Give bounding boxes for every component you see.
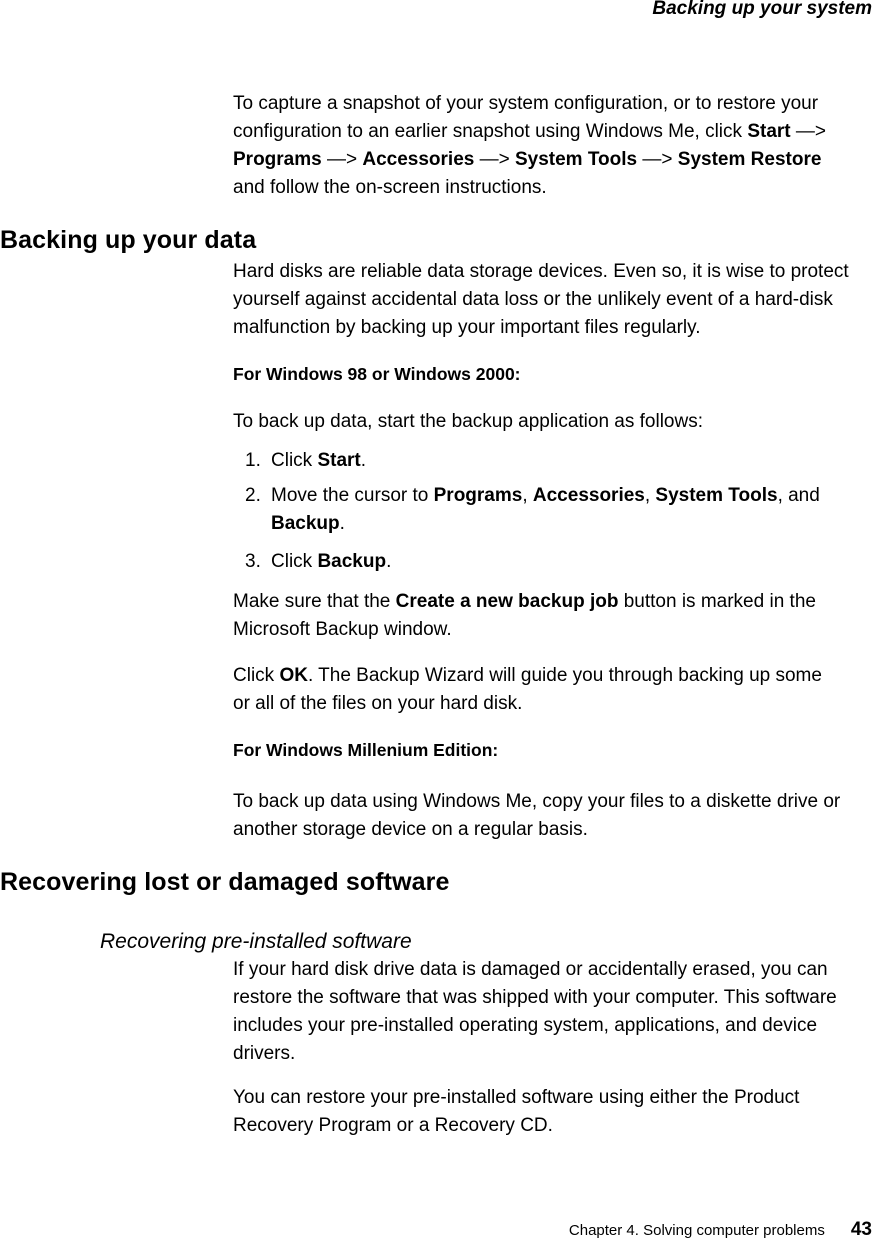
menu-accessories: Accessories [362, 149, 475, 170]
recover-intro-paragraph: If your hard disk drive data is damaged or accidentally erased, you can restore the software that was shipped with your computer. This software includes your pre-installed operating system, applications, and device drivers. [233, 959, 837, 1064]
heading-recovering-software: Recovering lost or damaged software [0, 868, 450, 896]
menu-start: Start [747, 121, 791, 142]
subheading-win98-2000: For Windows 98 or Windows 2000: [233, 364, 521, 384]
page-footer [569, 1219, 872, 1241]
menu-system-restore: System Restore [677, 149, 822, 170]
menu-system-tools: System Tools [514, 149, 638, 170]
backup-intro-paragraph: Hard disks are reliable data storage devices. Even so, it is wise to protect yourself against accidental data loss or the unlikely event of a hard-disk malfunction by backing up your important files regularly. [233, 261, 849, 338]
subheading-windows-me: For Windows Millenium Edition: [233, 740, 499, 760]
heading-backing-up-data: Backing up your data [0, 226, 257, 254]
backup-wizard-paragraph: Click OK. The Backup Wizard will guide you through backing up some or all of the files on your hard disk. [233, 665, 822, 714]
recover-methods-paragraph: You can restore your pre-installed software using either the Product Recovery Program or a Recovery CD. [233, 1087, 800, 1136]
ok-label: OK [279, 665, 308, 686]
backup-job-paragraph: Make sure that the Create a new backup job button is marked in the Microsoft Backup window. [233, 591, 816, 640]
intro-paragraph: To capture a snapshot of your system configuration, or to restore your configuration to an earlier snapshot using Windows Me, click Start —> Programs —> Accessories —> System Tools —> System Restore and follow the on-screen instructions. [233, 93, 826, 198]
step-1: 1. Click Start. [245, 450, 367, 471]
running-head: Backing up your system [652, 0, 872, 19]
backup-start-paragraph: To back up data, start the backup application as follows: [233, 411, 703, 432]
windows-me-paragraph: To back up data using Windows Me, copy your files to a diskette drive or another storage device on a regular basis. [233, 791, 841, 840]
step-2: 2. Move the cursor to Programs, Accessories, System Tools, and Backup. [245, 485, 820, 534]
menu-programs: Programs [233, 149, 322, 170]
step-3: 3. Click Backup. [245, 551, 392, 572]
create-backup-job-label: Create a new backup job [395, 591, 619, 612]
page-number: 43 [850, 1219, 872, 1240]
subheading-preinstalled: Recovering pre-installed software [100, 930, 412, 953]
footer-chapter: Chapter 4. Solving computer problems [568, 1222, 825, 1239]
